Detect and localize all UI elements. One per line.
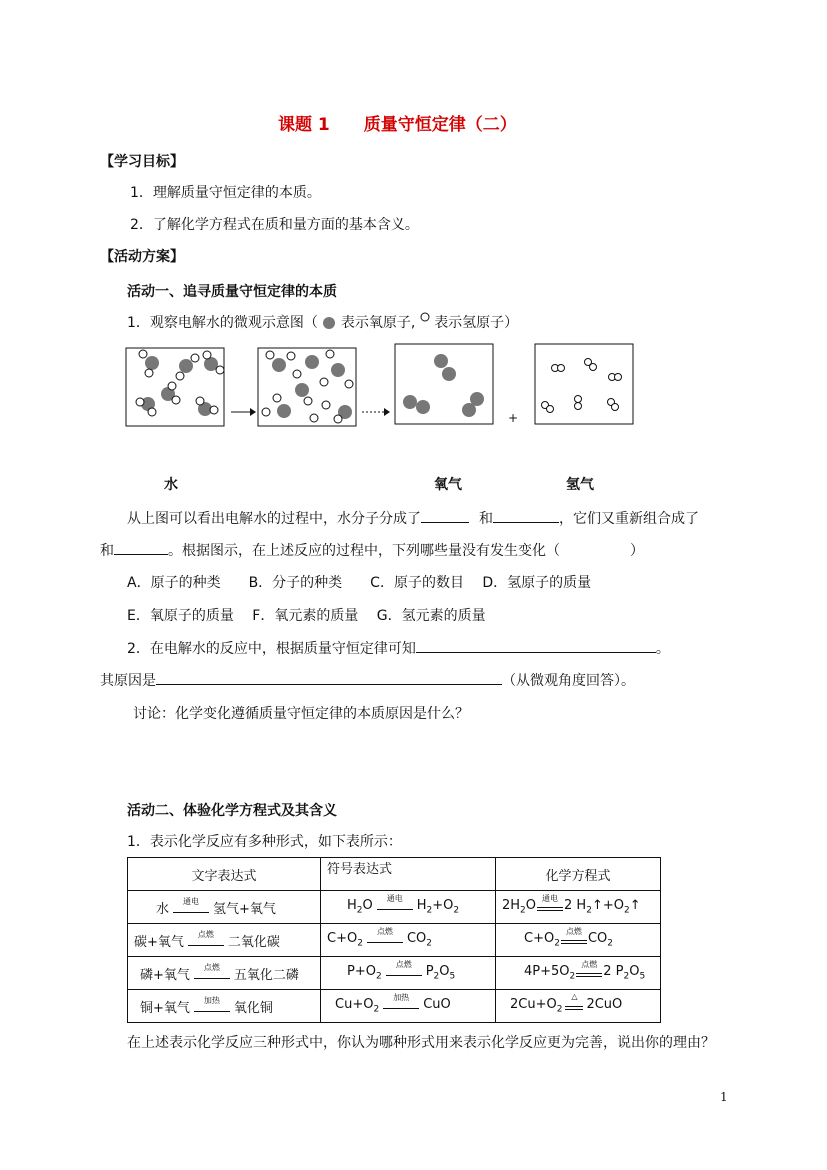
question-2: 2．在电解水的反应中，根据质量守恒定律可知 。 <box>127 638 670 658</box>
header-word: 文字表达式 <box>128 858 321 891</box>
table-row: 碳+氧气 点燃 二氧化碳 $C+O_2$ 点燃 $CO_2$ $C+O_2$ 点燃 $CO_2$ <box>128 924 661 957</box>
closing-question: 在上述表示化学反应三种形式中，你认为哪种形式用来表示化学反应更为完善，说出你的理由？ <box>127 1035 715 1051</box>
activity1-heading: 活动一、追寻质量守恒定律的本质 <box>127 284 337 300</box>
table-row: 铜+氧气 加热 氧化铜 $Cu+O_2$ 加热 CuO $2Cu+O_2$ △ 2CuO <box>128 990 661 1023</box>
activity1-q1: 1．观察电解水的微观示意图（ 表示氧原子, 表示氢原子） <box>127 312 518 332</box>
section-goals: 【学习目标】 <box>100 154 184 170</box>
goal-1: 1．理解质量守恒定律的本质。 <box>130 185 321 201</box>
table-row: 水 通电 氢气+氧气 $H_2O$ 通电 $H_2+O_2$ $2H_2O$ 通电 2 $H_2↑+O_2↑$ <box>128 891 661 924</box>
goal-2: 2．了解化学方程式在质和量方面的基本含义。 <box>130 217 419 233</box>
activity2-heading: 活动二、体验化学方程式及其含义 <box>127 803 337 819</box>
label-water: 水 <box>164 477 178 493</box>
activity2-q1: 1．表示化学反应有多种形式，如下表所示： <box>127 834 402 850</box>
hydrogen-atom-icon <box>420 312 430 324</box>
table-row: 磷+氧气 点燃 五氧化二磷 $P+O_2$ 点燃 $P_2O_5$ $4P+5O_2$ 点燃 2 $P_2O_5$ <box>128 957 661 990</box>
answer-blank-5[interactable] <box>156 670 502 685</box>
header-symbol: 符号表达式 <box>321 858 496 891</box>
reason-line: 其原因是 （从微观角度回答）。 <box>100 670 635 690</box>
plus-sign: + <box>508 411 519 425</box>
answer-blank-2[interactable] <box>493 508 559 523</box>
discussion: 讨论：化学变化遵循质量守恒定律的本质原因是什么？ <box>133 706 469 722</box>
label-hydrogen: 氢气 <box>566 477 594 493</box>
paragraph-1-line1: 从上图可以看出电解水的过程中，水分子分成了 和 ，它们又重新组合成了 <box>127 508 699 528</box>
page-title: 课题 1 质量守恒定律（二） <box>278 115 517 135</box>
section-plan: 【活动方案】 <box>100 249 184 265</box>
page-number: 1 <box>720 1090 728 1104</box>
label-oxygen: 氧气 <box>434 477 462 493</box>
header-equation: 化学方程式 <box>496 858 661 891</box>
options-line-1: A．原子的种类 B．分子的种类 C．原子的数目 D．氢原子的质量 <box>127 575 592 591</box>
answer-blank-3[interactable] <box>114 540 168 555</box>
oxygen-atom-icon <box>322 316 336 330</box>
electrolysis-diagram <box>0 340 827 440</box>
options-line-2: E．氧原子的质量 F．氧元素的质量 G．氢元素的质量 <box>127 608 486 624</box>
expression-table <box>127 857 661 1023</box>
answer-blank-1[interactable] <box>421 508 469 523</box>
paragraph-1-line2: 和 。根据图示，在上述反应的过程中，下列哪些量没有发生变化（ ） <box>100 540 644 560</box>
answer-blank-4[interactable] <box>416 638 656 653</box>
